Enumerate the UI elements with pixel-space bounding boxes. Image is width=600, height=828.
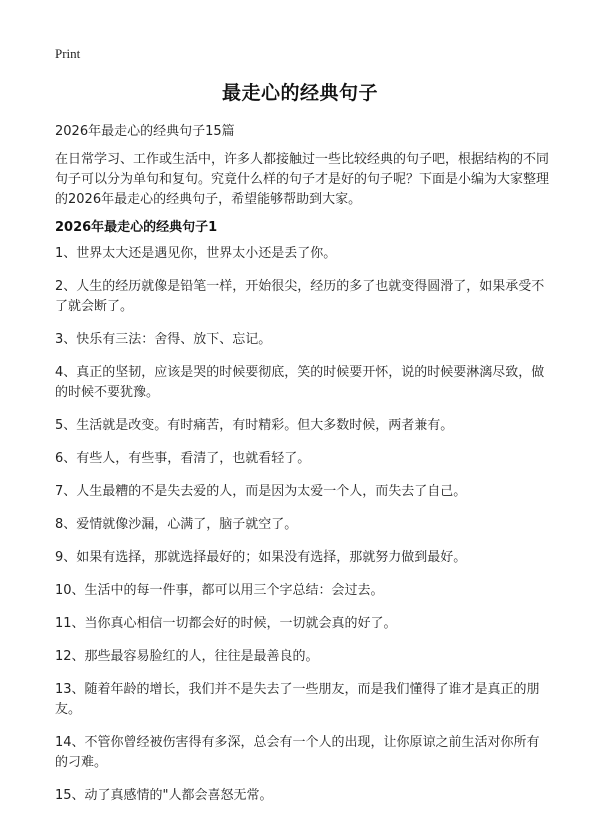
- print-link[interactable]: Print: [55, 46, 81, 61]
- quote-item: 12、那些最容易脸红的人，往往是最善良的。: [55, 649, 319, 664]
- quote-item: 15、动了真感情的"人都会喜怒无常。: [55, 788, 273, 803]
- page-title: 最走心的经典句子: [221, 82, 378, 104]
- intro-paragraph: 在日常学习、工作或生活中，许多人都接触过一些比较经典的句子吧，根据结构的不同句子可以分为单句和复句。究竟什么样的句子才是好的句子呢？下面是小编为大家整理的2026年最走心的经典句子，希望能够帮助到大家。: [55, 152, 550, 207]
- quote-item: 3、快乐有三法：舍得、放下、忘记。: [55, 332, 272, 347]
- quote-item: 8、爱情就像沙漏，心满了，脑子就空了。: [55, 517, 298, 532]
- quote-item: 10、生活中的每一件事，都可以用三个字总结：会过去。: [55, 583, 384, 598]
- quote-item: 13、随着年龄的增长，我们并不是失去了一些朋友，而是我们懂得了谁才是真正的朋友。: [55, 682, 540, 717]
- document-subtitle: 2026年最走心的经典句子15篇: [55, 124, 235, 139]
- quote-item: 6、有些人，有些事，看清了，也就看轻了。: [55, 451, 311, 466]
- quote-list: [55, 244, 550, 819]
- quote-item: 2、人生的经历就像是铅笔一样，开始很尖，经历的多了也就变得圆滑了，如果承受不了就会断了。: [55, 279, 545, 314]
- quote-item: 14、不管你曾经被伤害得有多深，总会有一个人的出现，让你原谅之前生活对你所有的刁难。: [55, 735, 540, 770]
- quote-item: 7、人生最糟的不是失去爱的人，而是因为太爱一个人，而失去了自己。: [55, 484, 467, 499]
- quote-item: 9、如果有选择，那就选择最好的；如果没有选择，那就努力做到最好。: [55, 550, 467, 565]
- quote-item: 1、世界太大还是遇见你，世界太小还是丢了你。: [55, 246, 337, 261]
- section-heading: 2026年最走心的经典句子1: [55, 220, 218, 235]
- quote-item: 5、生活就是改变。有时痛苦，有时精彩。但大多数时候，两者兼有。: [55, 418, 454, 433]
- quote-item: 11、当你真心相信一切都会好的时候，一切就会真的好了。: [55, 616, 397, 631]
- quote-item: 4、真正的坚韧，应该是哭的时候要彻底，笑的时候要开怀，说的时候要淋漓尽致，做的时候不要犹豫。: [55, 365, 545, 400]
